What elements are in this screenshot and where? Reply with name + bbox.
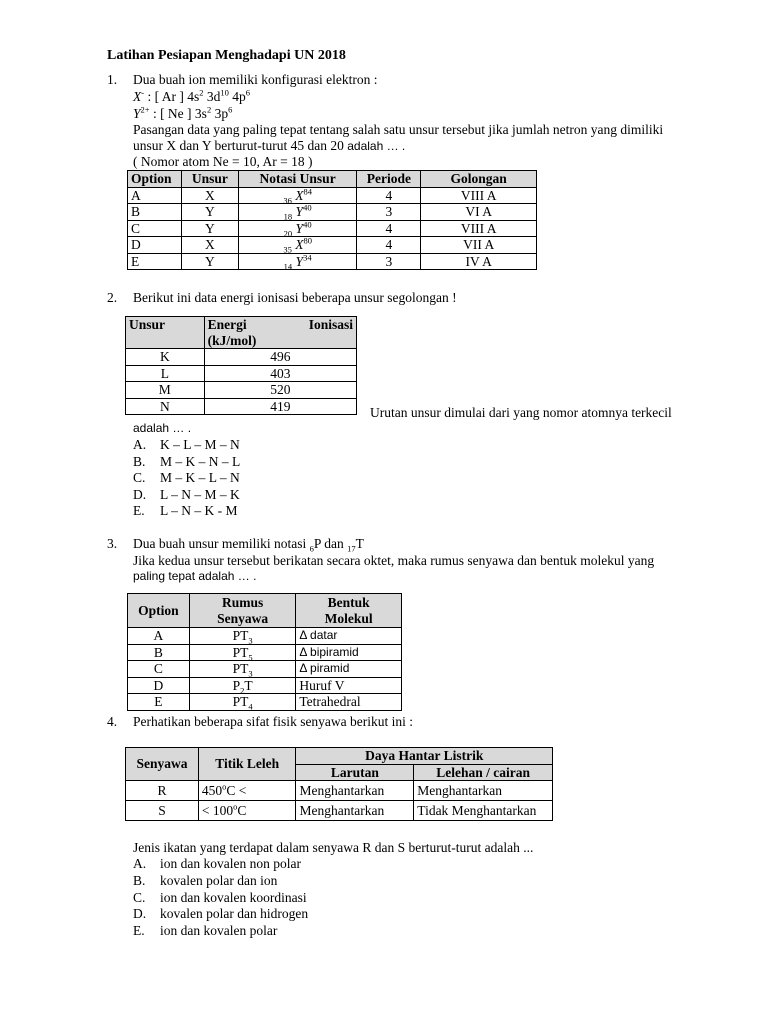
question-intro: Perhatikan beberapa sifat fisik senyawa berikut ini : [133, 714, 414, 729]
document-title: Latihan Pesiapan Menghadapi UN 2018 [107, 48, 346, 63]
answer-option[interactable]: C. M – K – L – N [133, 470, 240, 485]
answer-option[interactable]: A. K – L – M – N [133, 437, 240, 452]
question-intro: Dua buah ion memiliki konfigurasi elektron : [133, 72, 378, 87]
answer-option[interactable]: D. L – N – M – K [133, 487, 240, 502]
table-row: K 496 [126, 349, 357, 366]
config-y: $Y^{2+}$ : [ Ne ] $3s^2$ $3p^6$ [133, 104, 233, 121]
table-row: C Y $_{20}$ $Y^{40}$ 4 VIII A [128, 220, 537, 237]
table-row: E $PT_4$ Tetrahedral [128, 694, 402, 711]
header-option: Option [128, 594, 190, 628]
header-bentuk: Bentuk Molekul [296, 594, 402, 628]
question-number: 1. [107, 72, 118, 87]
question-text: Jika kedua unsur tersebut berikatan secara oktet, maka rumus senyawa dan bentuk molekul yang [133, 553, 655, 568]
header-larutan: Larutan [296, 764, 414, 781]
table-row: R $450^oC$ < Menghantarkan Menghantarkan [126, 781, 553, 801]
question-number: 4. [107, 714, 118, 729]
answer-option[interactable]: A. ion dan kovalen non polar [133, 856, 301, 871]
question-number: 3. [107, 536, 118, 551]
answer-option[interactable]: D. kovalen polar dan hidrogen [133, 906, 309, 921]
header-unsur: Unsur [126, 317, 205, 349]
question-text: adalah … . [133, 421, 192, 435]
q4-table [125, 747, 553, 821]
q3-table [127, 593, 402, 711]
table-row: D X $_{35}$ $X^{80}$ 4 VII A [128, 237, 537, 254]
question-text: unsur X dan Y berturut-turut 45 dan 20 adalah … . [133, 138, 406, 153]
answer-option[interactable]: B. kovalen polar dan ion [133, 873, 278, 888]
header-option: Option [128, 171, 182, 188]
question-text: Pasangan data yang paling tepat tentang salah satu unsur tersebut jika jumlah netron yang dimiliki [133, 122, 664, 137]
table-row: D $P_2T$ Huruf V [128, 677, 402, 694]
table-row: B Y $_{18}$ $Y^{40}$ 3 VI A [128, 204, 537, 221]
question-intro: Dua buah unsur memiliki notasi $_6$P dan $_{17}$T [133, 536, 364, 554]
table-row: B $PT_5$ Δ bipiramid [128, 644, 402, 661]
table-row: L 403 [126, 365, 357, 382]
q2-table [125, 316, 357, 415]
question-text: Jenis ikatan yang terdapat dalam senyawa R dan S berturut-turut adalah ... [133, 840, 534, 855]
table-row: A X $_{36}$ $X^{84}$ 4 VIII A [128, 187, 537, 204]
header-unsur: Unsur [181, 171, 238, 188]
question-text: Urutan unsur dimulai dari yang nomor atomnya terkecil [370, 405, 672, 420]
header-senyawa: Senyawa [126, 748, 199, 781]
table-row: C $PT_3$ Δ piramid [128, 661, 402, 678]
question-note: ( Nomor atom Ne = 10, Ar = 18 ) [133, 154, 313, 169]
header-lelehan: Lelehan / cairan [414, 764, 553, 781]
question-number: 2. [107, 290, 118, 305]
table-row: S < $100^oC$ Menghantarkan Tidak Menghantarkan [126, 801, 553, 821]
question-text: paling tepat adalah … . [133, 569, 257, 583]
answer-option[interactable]: E. L – N – K - M [133, 503, 238, 518]
answer-option[interactable]: E. ion dan kovalen polar [133, 923, 278, 938]
header-energi: Energi Ionisasi (kJ/mol) [204, 317, 356, 349]
table-row: N 419 [126, 398, 357, 415]
header-titik-leleh: Titik Leleh [198, 748, 296, 781]
header-daya-hantar: Daya Hantar Listrik [296, 748, 553, 765]
answer-option[interactable]: C. ion dan kovalen koordinasi [133, 890, 307, 905]
header-rumus: Rumus Senyawa [189, 594, 296, 628]
answer-option[interactable]: B. M – K – N – L [133, 454, 241, 469]
header-notasi: Notasi Unsur [238, 171, 357, 188]
table-row: E Y $_{14}$ $Y^{34}$ 3 IV A [128, 253, 537, 270]
q1-table [127, 170, 537, 270]
header-golongan: Golongan [421, 171, 537, 188]
question-intro: Berikut ini data energi ionisasi beberapa unsur segolongan ! [133, 290, 457, 305]
config-x: X- : [ Ar ] $4s^2$ $3d^{10}$ $4p^6$ [133, 87, 250, 104]
header-periode: Periode [357, 171, 421, 188]
table-row: A $PT_3$ Δ datar [128, 628, 402, 645]
table-row: M 520 [126, 382, 357, 399]
